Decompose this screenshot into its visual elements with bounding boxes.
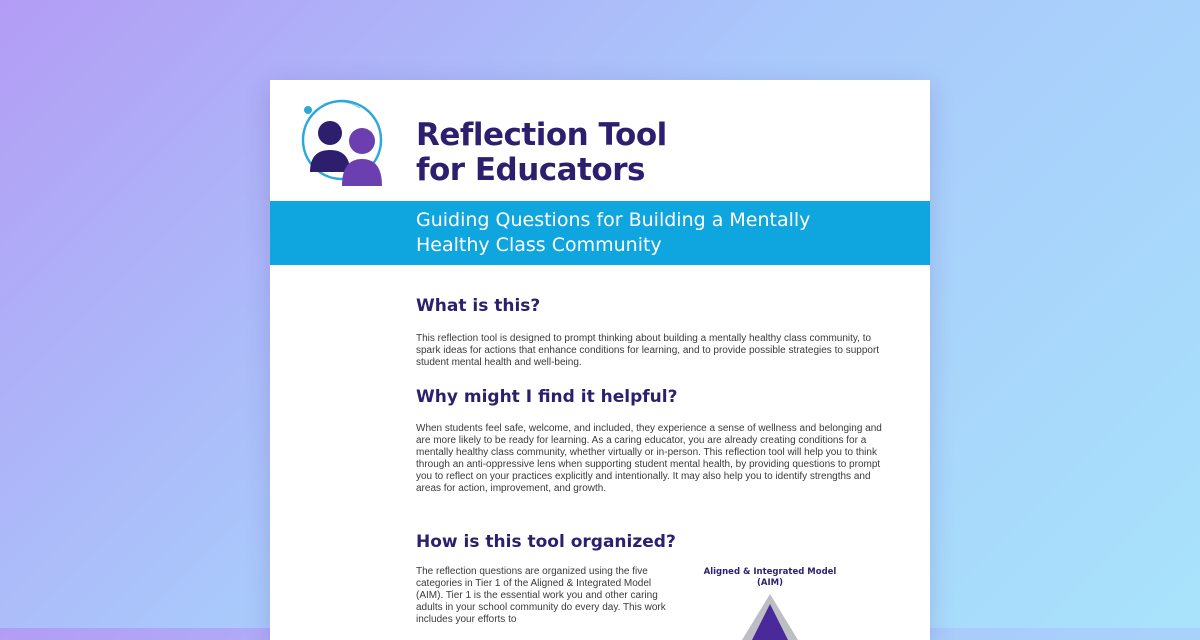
subtitle-banner (270, 201, 930, 265)
section-body-why: When students feel safe, welcome, and included, they experience a sense of wellness and belonging and are more likely to be ready for learning. As a caring educator, you are already creating conditions for a mentally healthy class community, whether virtually or in-person. This reflection tool will help you to think through an anti-oppressive lens when supporting student mental health, by providing questions to prompt you to reflect on your practices explicitly and intentionally. It may also help you to identify strengths and areas for action, improvement, and growth. (416, 423, 882, 494)
banner-line-2: Healthy Class Community (416, 234, 662, 256)
section-heading-how: How is this tool organized? (416, 532, 676, 552)
aim-triangle-icon (740, 592, 800, 640)
section-heading-what: What is this? (416, 296, 541, 316)
title-line-2: for Educators (416, 152, 645, 188)
document-page (270, 80, 930, 640)
aim-title-line-1: Aligned & Integrated Model (703, 567, 837, 577)
section-body-what: This reflection tool is designed to prompt thinking about building a mentally healthy class community, to spark ideas for actions that enhance conditions for learning, and to provide possible strategies to support student mental health and well-being. (416, 333, 880, 368)
title-line-1: Reflection Tool (416, 117, 667, 153)
section-body-how: The reflection questions are organized using the five categories in Tier 1 of the Aligned & Integrated Model (AIM). Tier 1 is the essential work you and other caring adults in your school community do every day. This work includes your efforts to (416, 566, 666, 625)
people-icon (286, 94, 406, 192)
banner-line-1: Guiding Questions for Building a Mentally (416, 209, 811, 231)
aim-title-line-2: (AIM) (757, 578, 783, 588)
document-title (416, 118, 667, 188)
section-heading-why: Why might I find it helpful? (416, 387, 678, 407)
banner-text (416, 208, 916, 258)
aim-model-title (700, 567, 840, 589)
